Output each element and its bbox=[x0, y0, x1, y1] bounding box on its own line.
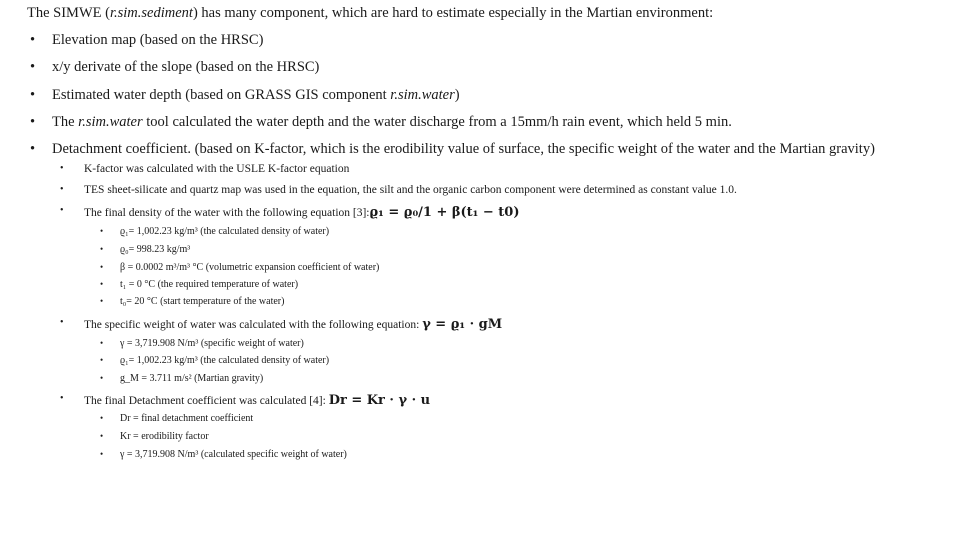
detachment-equation: Dr = Kr · γ · u bbox=[328, 393, 431, 408]
bullet: • bbox=[60, 163, 64, 174]
bullet: • bbox=[60, 184, 64, 195]
bullet: • bbox=[30, 32, 36, 48]
bullet: • bbox=[30, 141, 36, 157]
bullet: • bbox=[60, 393, 64, 404]
bullet: • bbox=[30, 59, 36, 75]
specific-weight-equation: γ = ϱ₁ · gM bbox=[422, 317, 503, 332]
slide: The SIMWE (r.sim.sediment) has many component, which are hard to estimate especially in the Martian environment: • Elevation map (based on the HRSC) • x/y derivate of the slope (based on the HRSC) • Estimated water depth (based on GRASS GIS component r.sim.water) • The r.sim.water tool calculated the water depth and the water discharge from a 15mm/h rain event, which held 5 min. • Detachment coefficient. (based on K-factor, which is the erodibility value of surface, the specific weight of the water and the Martian gravity) • K-factor was calculated with the USLE K-factor equation • TES sheet-silicate and quartz map was used in the equation, the silt and the organic carbon component were determined as constant value 1.0. • The final density of the water with the following equation [3]:ϱ₁ = ϱ₀/1 + β(t₁ − t0) • ϱ₁= 1,002.23 kg/m³ (the calculated density of water) • ϱ₀= 998.23 kg/m³ • β = 0.0002 m³/m³ °C (volumetric expansion coefficient of water) • t₁ = 0 °C (the required temperature of water) • t₀= 20 °C (start temperature of the water) • The specific weight of water was calculated with the following equation: γ = ϱ₁ · gM • γ = 3,719.908 N/m³ (specific weight of water) • ϱ₁= 1,002.23 kg/m³ (the calculated density of water) • g_M = 3.711 m/s² (Martian gravity) • The final Detachment coefficient was calculated [4]: Dr = Kr · γ · u • Dr = final detachment coefficient • Kr = erodibility factor • γ = 3,719.908 N/m³ (calculated specific weight of water) bbox=[27, 5, 875, 460]
bullet: • bbox=[30, 114, 36, 130]
bullet: • bbox=[60, 317, 64, 328]
density-equation: ϱ₁ = ϱ₀/1 + β(t₁ − t0) bbox=[369, 205, 520, 220]
bullet: • bbox=[60, 205, 64, 216]
intro-text: The SIMWE (r.sim.sediment) has many component, which are hard to estimate especially in the Martian environment: bbox=[27, 5, 714, 21]
bullet: • bbox=[30, 87, 36, 103]
